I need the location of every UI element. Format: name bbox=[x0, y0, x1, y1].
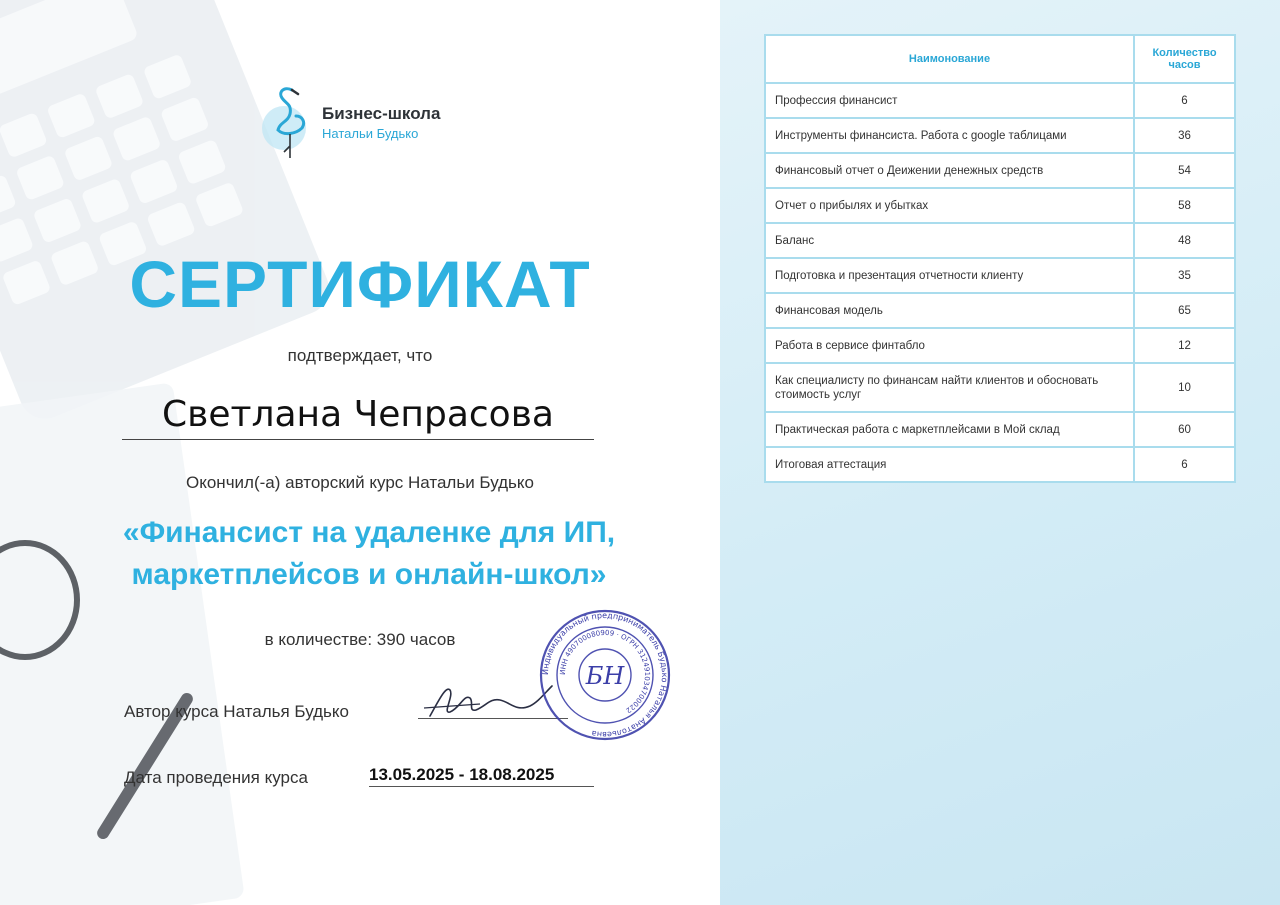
confirms-text: подтверждает, что bbox=[287, 346, 433, 365]
course-title bbox=[0, 512, 720, 596]
hours-amount: в количестве: 390 часов bbox=[264, 630, 456, 649]
course-date-underline bbox=[369, 786, 594, 787]
module-name: Отчет о прибылях и убытках bbox=[765, 188, 1134, 223]
table-row bbox=[765, 412, 1235, 447]
company-stamp bbox=[538, 608, 672, 742]
table-row bbox=[765, 83, 1235, 118]
module-hours: 48 bbox=[1134, 223, 1235, 258]
module-hours: 6 bbox=[1134, 447, 1235, 482]
course-date-value: 13.05.2025 - 18.08.2025 bbox=[369, 765, 555, 784]
logo-title: Бизнес-школа bbox=[322, 103, 441, 123]
table-row bbox=[765, 447, 1235, 482]
module-name: Работа в сервисе финтабло bbox=[765, 328, 1134, 363]
module-hours: 54 bbox=[1134, 153, 1235, 188]
course-title-line-2: маркетплейсов и онлайн-школ» bbox=[131, 558, 607, 591]
module-name: Подготовка и презентация отчетности клиенту bbox=[765, 258, 1134, 293]
table-header-row bbox=[765, 35, 1235, 83]
recipient-underline bbox=[122, 439, 594, 440]
table-row bbox=[765, 118, 1235, 153]
svg-text:Индивидуальный предприниматель: Индивидуальный предприниматель Будько Наталья Анатольевна bbox=[540, 610, 670, 740]
table-row bbox=[765, 223, 1235, 258]
module-hours: 35 bbox=[1134, 258, 1235, 293]
module-hours: 65 bbox=[1134, 293, 1235, 328]
finished-text: Окончил(-а) авторский курс Натальи Будько bbox=[186, 473, 534, 492]
table-row bbox=[765, 153, 1235, 188]
table-row bbox=[765, 293, 1235, 328]
module-name: Баланс bbox=[765, 223, 1134, 258]
table-row bbox=[765, 363, 1235, 412]
table-row bbox=[765, 258, 1235, 293]
module-name: Итоговая аттестация bbox=[765, 447, 1134, 482]
column-header-name: Наимонование bbox=[765, 35, 1134, 83]
module-hours: 36 bbox=[1134, 118, 1235, 153]
svg-text:ИНН 490700080909 · ОГРН 312491: ИНН 490700080909 · ОГРН 312491034700022 bbox=[558, 628, 652, 715]
module-hours: 6 bbox=[1134, 83, 1235, 118]
logo-subtitle: Натальи Будько bbox=[322, 125, 419, 141]
course-date-label: Дата проведения курса bbox=[124, 768, 308, 787]
table-row bbox=[765, 328, 1235, 363]
certificate-title: СЕРТИФИКАТ bbox=[129, 247, 591, 321]
module-name: Финансовый отчет о Деижении денежных средств bbox=[765, 153, 1134, 188]
module-hours: 10 bbox=[1134, 363, 1235, 412]
table-row bbox=[765, 188, 1235, 223]
curriculum-table bbox=[764, 34, 1236, 483]
module-hours: 60 bbox=[1134, 412, 1235, 447]
course-title-line-1: «Финансист на удаленке для ИП, bbox=[122, 516, 616, 549]
column-header-hours: Количество часов bbox=[1134, 35, 1235, 83]
module-name: Практическая работа с маркетплейсами в Мой склад bbox=[765, 412, 1134, 447]
school-logo bbox=[262, 82, 440, 162]
module-name: Профессия финансист bbox=[765, 83, 1134, 118]
curriculum-panel bbox=[720, 0, 1280, 905]
module-name: Инструменты финансиста. Работа с google таблицами bbox=[765, 118, 1134, 153]
module-hours: 58 bbox=[1134, 188, 1235, 223]
module-name: Как специалисту по финансам найти клиентов и обосновать стоимость услуг bbox=[765, 363, 1134, 412]
flamingo-icon bbox=[262, 82, 320, 162]
module-hours: 12 bbox=[1134, 328, 1235, 363]
svg-text:БН: БН bbox=[585, 662, 625, 690]
author-label: Автор курса Наталья Будько bbox=[124, 702, 349, 721]
module-name: Финансовая модель bbox=[765, 293, 1134, 328]
recipient-name: Светлана Чепрасова bbox=[162, 394, 554, 435]
